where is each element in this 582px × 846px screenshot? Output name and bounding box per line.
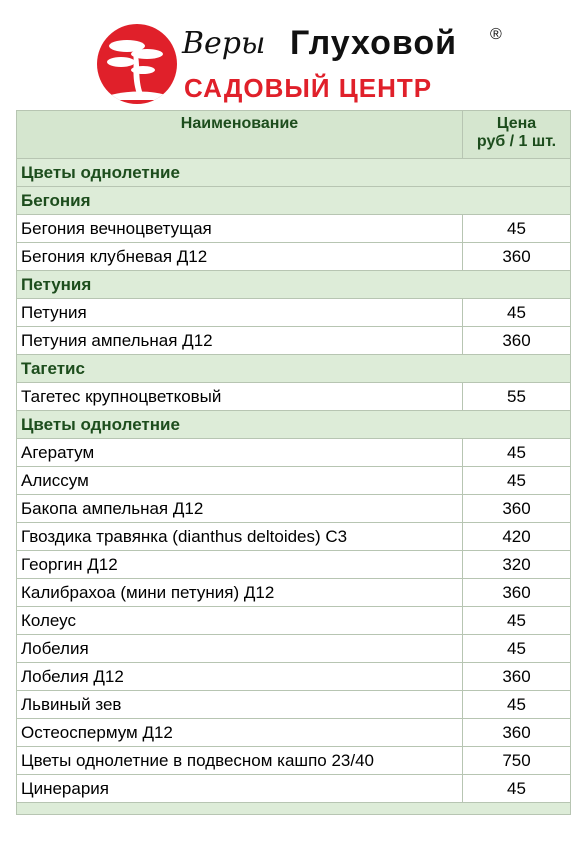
category-row	[17, 411, 571, 439]
page-header	[0, 0, 582, 110]
header-price-line2: руб / 1 шт.	[476, 133, 557, 150]
category-row	[17, 187, 571, 215]
category-label: Петуния	[17, 271, 571, 299]
table-row	[17, 747, 571, 775]
brand-subtitle: САДОВЫЙ ЦЕНТР	[184, 73, 433, 103]
item-price: 360	[463, 719, 571, 747]
header-price	[463, 111, 571, 159]
category-label: Тагетис	[17, 355, 571, 383]
category-row	[17, 271, 571, 299]
category-label: Цветы однолетние	[17, 159, 571, 187]
table-footer-cell	[17, 803, 571, 815]
table-row	[17, 495, 571, 523]
table-row	[17, 215, 571, 243]
category-row	[17, 355, 571, 383]
item-price: 55	[463, 383, 571, 411]
item-name: Лобелия Д12	[17, 663, 463, 691]
table-row	[17, 663, 571, 691]
header-name: Наименование	[17, 111, 463, 159]
bonsai-tree-logo-icon	[97, 24, 177, 104]
table-footer-row	[17, 803, 571, 815]
item-price: 45	[463, 691, 571, 719]
brand-script-name: Веры	[182, 26, 266, 61]
item-price: 750	[463, 747, 571, 775]
item-name: Калибрахоа (мини петуния) Д12	[17, 579, 463, 607]
category-label: Бегония	[17, 187, 571, 215]
header-price-line1: Цена	[496, 115, 537, 132]
item-name: Лобелия	[17, 635, 463, 663]
table-row	[17, 299, 571, 327]
item-price: 420	[463, 523, 571, 551]
item-name: Петуния	[17, 299, 463, 327]
item-name: Цинерария	[17, 775, 463, 803]
item-name: Львиный зев	[17, 691, 463, 719]
item-price: 360	[463, 663, 571, 691]
table-row	[17, 523, 571, 551]
item-price: 45	[463, 299, 571, 327]
item-price: 360	[463, 495, 571, 523]
category-label: Цветы однолетние	[17, 411, 571, 439]
table-row	[17, 243, 571, 271]
item-price: 45	[463, 635, 571, 663]
item-price: 360	[463, 579, 571, 607]
table-row	[17, 719, 571, 747]
item-price: 45	[463, 607, 571, 635]
table-row	[17, 579, 571, 607]
item-price: 45	[463, 467, 571, 495]
item-name: Бегония клубневая Д12	[17, 243, 463, 271]
item-name: Гвоздика травянка (dianthus deltoides) С3	[17, 523, 463, 551]
item-price: 360	[463, 327, 571, 355]
item-name: Агератум	[17, 439, 463, 467]
price-table	[16, 110, 571, 815]
brand-surname: Глуховой	[290, 24, 458, 62]
table-row	[17, 635, 571, 663]
item-name: Петуния ампельная Д12	[17, 327, 463, 355]
item-name: Цветы однолетние в подвесном кашпо 23/40	[17, 747, 463, 775]
item-price: 360	[463, 243, 571, 271]
table-row	[17, 383, 571, 411]
item-name: Бакопа ампельная Д12	[17, 495, 463, 523]
item-name: Алиссум	[17, 467, 463, 495]
item-name: Тагетес крупноцветковый	[17, 383, 463, 411]
item-price: 45	[463, 215, 571, 243]
item-name: Георгин Д12	[17, 551, 463, 579]
category-row	[17, 159, 571, 187]
table-row	[17, 775, 571, 803]
table-row	[17, 439, 571, 467]
table-row	[17, 467, 571, 495]
table-row	[17, 691, 571, 719]
item-price: 45	[463, 775, 571, 803]
registered-mark: ®	[490, 26, 502, 43]
table-row	[17, 607, 571, 635]
item-price: 45	[463, 439, 571, 467]
table-row	[17, 327, 571, 355]
item-price: 320	[463, 551, 571, 579]
table-header-row	[17, 111, 571, 159]
table-body	[17, 159, 571, 815]
item-name: Бегония вечноцветущая	[17, 215, 463, 243]
item-name: Колеус	[17, 607, 463, 635]
table-row	[17, 551, 571, 579]
item-name: Остеоспермум Д12	[17, 719, 463, 747]
